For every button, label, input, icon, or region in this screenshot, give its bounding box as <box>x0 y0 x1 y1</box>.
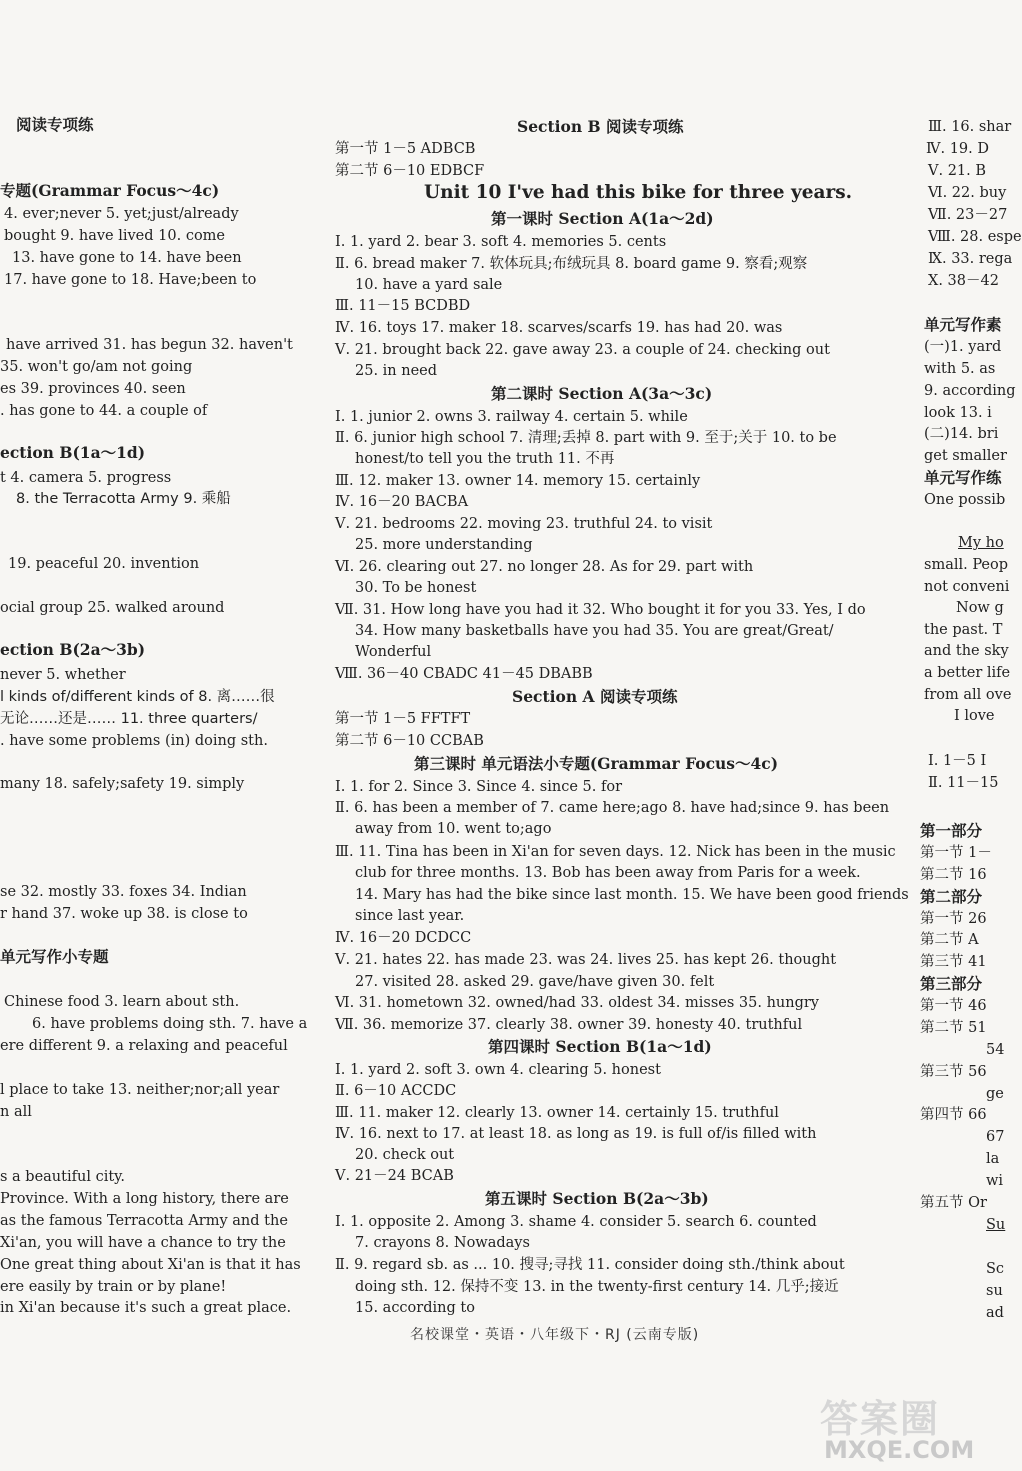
answer-line: 第二节 A <box>920 932 979 948</box>
answer-line: 4. ever;never 5. yet;just/already <box>4 206 239 222</box>
answer-line: es 39. provinces 40. seen <box>0 381 186 397</box>
part-heading: 第一部分 <box>920 822 983 840</box>
essay-line: not conveni <box>924 579 1010 595</box>
answer-line: se 32. mostly 33. foxes 34. Indian <box>0 884 247 900</box>
answer-line: t 4. camera 5. progress <box>0 470 172 486</box>
answer-line: 13. have gone to 14. have been <box>12 250 242 266</box>
answer-line: Ⅱ. 9. regard sb. as ... 10. 搜寻;寻找 11. consider doing sth./think about <box>335 1257 845 1273</box>
answer-line: Ⅳ. 19. D <box>926 141 989 157</box>
answer-line: 第一节 1－5 ADBCB <box>335 141 476 157</box>
answer-line: ad <box>986 1305 1004 1321</box>
left-heading-section-b-2: ection B(2a～3b) <box>0 640 146 659</box>
answer-line: 27. visited 28. asked 29. gave/have given 30. felt <box>355 974 715 990</box>
left-answer-column <box>0 0 308 1471</box>
answer-line: look 13. i <box>924 405 992 421</box>
answer-line: 20. check out <box>355 1147 455 1163</box>
answer-line: . has gone to 44. a couple of <box>0 403 208 419</box>
answer-line: Ⅳ. 16－20 DCDCC <box>335 930 472 946</box>
answer-line: Ⅷ. 36－40 CBADC 41－45 DBABB <box>335 666 593 682</box>
answer-line: 第二节 6－10 CCBAB <box>335 733 484 749</box>
answer-line: 6. have problems doing sth. 7. have a <box>32 1016 308 1032</box>
unit-title: Unit 10 I've had this bike for three years. <box>424 182 853 203</box>
answer-line: 14. Mary has had the bike since last month. 15. We have been good friends <box>355 887 909 903</box>
answer-line: Ⅰ. 1. yard 2. bear 3. soft 4. memories 5. cents <box>335 234 667 250</box>
answer-line: 30. To be honest <box>355 580 477 596</box>
essay-line: as the famous Terracotta Army and the <box>0 1213 288 1229</box>
answer-line: Ⅵ. 22. buy <box>928 185 1007 201</box>
lesson-heading: 第五课时 Section B(2a～3b) <box>485 1189 709 1208</box>
answer-line: Sc <box>986 1261 1005 1277</box>
answer-line: Ⅱ. 6－10 ACCDC <box>335 1083 457 1099</box>
answer-line: many 18. safely;safety 19. simply <box>0 776 245 792</box>
answer-line: (二)14. bri <box>924 426 999 442</box>
answer-line: su <box>986 1283 1003 1299</box>
answer-line: 第四节 66 <box>920 1107 987 1123</box>
answer-line: ge <box>986 1086 1004 1102</box>
answer-line: l place to take 13. neither;nor;all year <box>0 1082 280 1098</box>
answer-line: 17. have gone to 18. Have;been to <box>4 272 257 288</box>
answer-line: l kinds of/different kinds of 8. 离……很 <box>0 689 275 705</box>
answer-line: Ⅴ. 21. B <box>928 163 987 179</box>
answer-line: . have some problems (in) doing sth. <box>0 733 268 749</box>
answer-line: r hand 37. woke up 38. is close to <box>0 906 248 922</box>
part-heading: 第二部分 <box>920 888 983 906</box>
answer-line: Wonderful <box>355 644 432 660</box>
answer-line: 35. won't go/am not going <box>0 359 193 375</box>
left-heading-reading: 阅读专项练 <box>16 116 94 134</box>
answer-line: 54 <box>986 1042 1005 1058</box>
section-a-reading-heading: Section A 阅读专项练 <box>512 687 678 706</box>
answer-line: Ⅳ. 16. next to 17. at least 18. as long as 19. is full of/is filled with <box>335 1126 817 1142</box>
answer-line: Ⅰ. 1. for 2. Since 3. Since 4. since 5. for <box>335 779 622 795</box>
answer-line: Ⅸ. 33. rega <box>928 251 1013 267</box>
watermark-url: MXQE.COM <box>824 1436 975 1464</box>
answer-line: Ⅲ. 11. Tina has been in Xi'an for seven days. 12. Nick has been in the music <box>335 844 896 860</box>
essay-line: and the sky <box>924 643 1009 659</box>
essay-line: Now g <box>956 600 1004 616</box>
answer-line: never 5. whether <box>0 667 126 683</box>
answer-line: Ⅹ. 38－42 <box>928 273 999 289</box>
left-heading-section-b-1: ection B(1a～1d) <box>0 443 146 462</box>
answer-line: wi <box>986 1173 1004 1189</box>
answer-line: Chinese food 3. learn about sth. <box>4 994 240 1010</box>
lesson-heading: 第一课时 Section A(1a～2d) <box>491 209 714 228</box>
answer-line: 7. crayons 8. Nowadays <box>355 1235 530 1251</box>
answer-line: ere different 9. a relaxing and peaceful <box>0 1038 288 1054</box>
answer-line: 67 <box>986 1129 1005 1145</box>
answer-line: 第三节 41 <box>920 954 987 970</box>
answer-line: Ⅰ. 1. junior 2. owns 3. railway 4. certain 5. while <box>335 409 688 425</box>
answer-line: Su <box>986 1217 1006 1233</box>
essay-title: My ho <box>958 535 1004 551</box>
answer-line: 第一节 1－5 FFTFT <box>335 711 471 727</box>
answer-line: Ⅶ. 36. memorize 37. clearly 38. owner 39. honesty 40. truthful <box>335 1017 803 1033</box>
answer-line: 第二节 51 <box>920 1020 987 1036</box>
essay-line: One great thing about Xi'an is that it has <box>0 1257 301 1273</box>
answer-line: 9. according <box>924 383 1016 399</box>
answer-line: 10. have a yard sale <box>355 277 503 293</box>
answer-line: Ⅴ. 21. bedrooms 22. moving 23. truthful 24. to visit <box>335 516 713 532</box>
answer-line: 第二节 16 <box>920 867 987 883</box>
answer-line: Ⅶ. 23－27 <box>928 207 1008 223</box>
essay-line: from all ove <box>924 687 1012 703</box>
answer-line: 15. according to <box>355 1300 475 1316</box>
answer-line: Ⅴ. 21－24 BCAB <box>335 1168 454 1184</box>
essay-line: ere easily by train or by plane! <box>0 1279 227 1295</box>
page-footer: 名校课堂・英语・八年级下・RJ (云南专版) <box>410 1327 700 1343</box>
answer-line: Ⅱ. 6. has been a member of 7. came here;ago 8. have had;since 9. has been <box>335 800 890 816</box>
answer-line: 34. How many basketballs have you had 35. You are great/Great/ <box>355 623 834 639</box>
answer-line: Ⅳ. 16. toys 17. maker 18. scarves/scarfs 19. has had 20. was <box>335 320 783 336</box>
answer-line: 25. more understanding <box>355 537 533 553</box>
section-b-reading-heading: Section B 阅读专项练 <box>517 117 684 136</box>
answer-line: 第一节 46 <box>920 998 987 1014</box>
essay-line: in Xi'an because it's such a great place. <box>0 1300 292 1316</box>
answer-line: get smaller <box>924 448 1007 464</box>
lesson-heading: 第二课时 Section A(3a～3c) <box>491 384 713 403</box>
answer-line: bought 9. have lived 10. come <box>4 228 226 244</box>
answer-line: ocial group 25. walked around <box>0 600 225 616</box>
answer-line: Ⅷ. 28. espe <box>928 229 1022 245</box>
answer-line: club for three months. 13. Bob has been away from Paris for a week. <box>355 865 861 881</box>
answer-line: away from 10. went to;ago <box>355 821 552 837</box>
answer-line: 19. peaceful 20. invention <box>8 556 200 572</box>
essay-line: a better life <box>924 665 1011 681</box>
essay-line: I love <box>954 708 995 724</box>
answer-line: 第一节 1－ <box>920 845 992 861</box>
watermark-logo: 答案圈 <box>820 1397 941 1441</box>
answer-line: Ⅴ. 21. hates 22. has made 23. was 24. lives 25. has kept 26. thought <box>335 952 837 968</box>
answer-line: Ⅱ. 6. bread maker 7. 软体玩具;布绒玩具 8. board game 9. 察看;观察 <box>335 256 808 272</box>
lesson-heading: 第三课时 单元语法小专题(Grammar Focus～4c) <box>414 754 779 773</box>
answer-line: with 5. as <box>924 361 996 377</box>
lesson-heading: 第四课时 Section B(1a～1d) <box>488 1037 712 1056</box>
answer-line: Ⅲ. 12. maker 13. owner 14. memory 15. certainly <box>335 473 701 489</box>
answer-line: Ⅵ. 31. hometown 32. owned/had 33. oldest 34. misses 35. hungry <box>335 995 819 1011</box>
answer-line: Ⅲ. 11. maker 12. clearly 13. owner 14. certainly 15. truthful <box>335 1105 779 1121</box>
answer-line: Ⅳ. 16－20 BACBA <box>335 494 469 510</box>
essay-line: Province. With a long history, there are <box>0 1191 289 1207</box>
answer-line: Ⅲ. 16. shar <box>928 119 1012 135</box>
essay-line: small. Peop <box>924 557 1009 573</box>
answer-line: honest/to tell you the truth 11. 不再 <box>355 451 615 467</box>
answer-line: Ⅲ. 11－15 BCDBD <box>335 298 471 314</box>
essay-line: s a beautiful city. <box>0 1169 126 1185</box>
right-heading-writing-material: 单元写作素 <box>924 316 1002 334</box>
answer-line: Ⅴ. 21. brought back 22. gave away 23. a couple of 24. checking out <box>335 342 830 358</box>
answer-line: doing sth. 12. 保持不变 13. in the twenty-first century 14. 几乎;接近 <box>355 1279 839 1295</box>
right-heading-writing-practice: 单元写作练 <box>924 469 1002 487</box>
answer-line: 8. the Terracotta Army 9. 乘船 <box>16 491 231 507</box>
answer-line: Ⅱ. 11－15 <box>928 775 999 791</box>
answer-line: Ⅱ. 6. junior high school 7. 清理;丢掉 8. part with 9. 至于;关于 10. to be <box>335 430 837 446</box>
part-heading: 第三部分 <box>920 975 983 993</box>
right-answer-column <box>918 0 1022 1471</box>
answer-line: la <box>986 1151 1000 1167</box>
essay-line: Xi'an, you will have a chance to try the <box>0 1235 286 1251</box>
answer-line: Ⅰ. 1－5 I <box>928 753 987 769</box>
answer-line: have arrived 31. has begun 32. haven't <box>6 337 293 353</box>
middle-answer-column <box>300 0 920 1471</box>
watermark <box>820 1388 990 1468</box>
answer-line: (一)1. yard <box>924 339 1002 355</box>
left-heading-grammar: 专题(Grammar Focus～4c) <box>0 181 220 200</box>
answer-line: Ⅵ. 26. clearing out 27. no longer 28. As for 29. part with <box>335 559 754 575</box>
answer-line: 第五节 Or <box>920 1195 987 1211</box>
answer-line: 第二节 6－10 EDBCF <box>335 163 485 179</box>
answer-line: 第三节 56 <box>920 1064 987 1080</box>
answer-line: 第一节 26 <box>920 911 987 927</box>
answer-line: 无论……还是…… 11. three quarters/ <box>0 711 258 727</box>
essay-line: the past. T <box>924 622 1003 638</box>
answer-line: Ⅰ. 1. yard 2. soft 3. own 4. clearing 5. honest <box>335 1062 661 1078</box>
answer-line: since last year. <box>355 908 465 924</box>
answer-line: n all <box>0 1104 32 1120</box>
left-heading-writing: 单元写作小专题 <box>0 948 109 966</box>
answer-line: Ⅶ. 31. How long have you had it 32. Who bought it for you 33. Yes, I do <box>335 602 866 618</box>
answer-line: One possib <box>924 492 1006 508</box>
answer-line: Ⅰ. 1. opposite 2. Among 3. shame 4. consider 5. search 6. counted <box>335 1214 817 1230</box>
answer-line: 25. in need <box>355 363 438 379</box>
